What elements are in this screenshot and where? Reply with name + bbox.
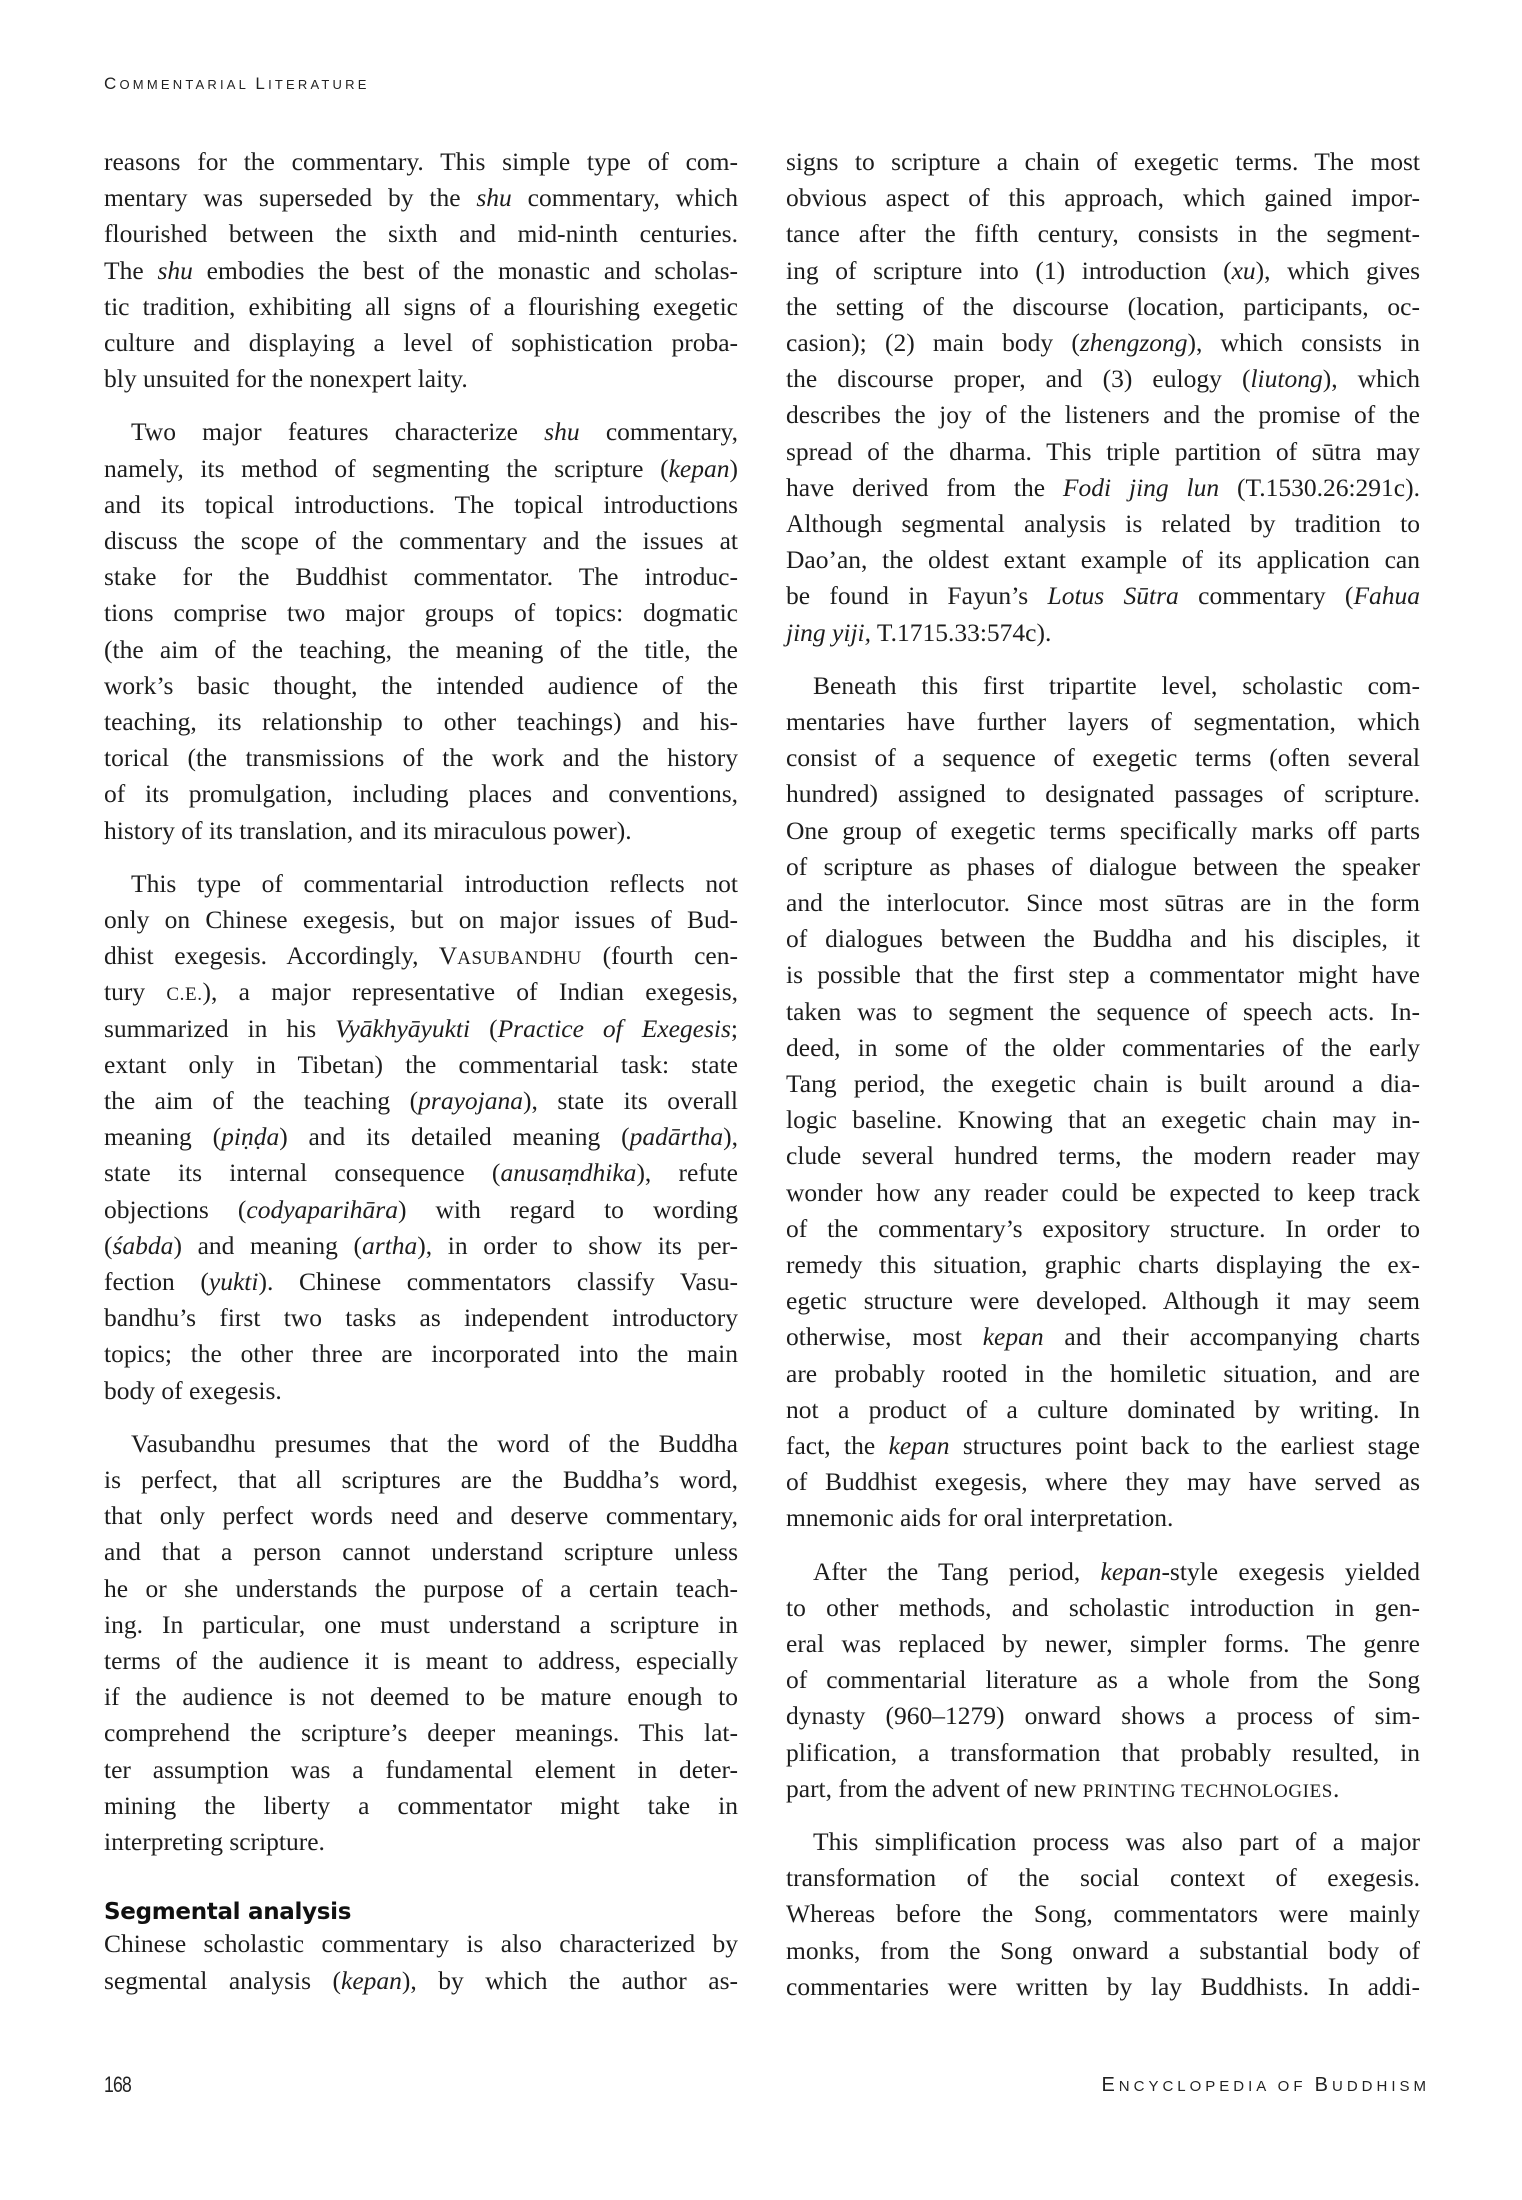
text-run: Tang period, the exegetic chain is built around a dia-: [786, 1069, 1420, 1098]
text-run: describes the joy of the listeners and the promise of the: [786, 400, 1420, 430]
italic-term: anusaṃdhika: [500, 1158, 637, 1188]
text-run: logic baseline. Knowing that an exegetic chain may in-: [786, 1105, 1420, 1135]
text-run: After the Tang period,: [813, 1556, 1101, 1586]
text-run: extant only in Tibetan) the commentarial task: state: [104, 1049, 738, 1079]
text-run: dhist exegesis. Accordingly, V: [104, 941, 458, 971]
text-run: ;: [730, 1013, 738, 1043]
text-line: [104, 668, 738, 704]
text-line: [104, 289, 738, 325]
text-run: namely, its method of segmenting the scripture (: [104, 453, 669, 483]
small-caps-reference: ASUBANDHU: [457, 948, 582, 970]
text-line: [104, 902, 738, 938]
text-run: deed, in some of the older commentaries of the early: [786, 1032, 1420, 1062]
text-line: [104, 1336, 738, 1372]
text-run: Two major features characterize: [131, 417, 545, 447]
text-run: topics; the other three are incorporated into the main: [104, 1339, 738, 1369]
text-line: [786, 1735, 1420, 1771]
text-run: This simplification process was also part of a major: [813, 1827, 1420, 1856]
text-line: [104, 1011, 738, 1047]
text-run: if the audience is not deemed to be mature enough to: [104, 1682, 738, 1712]
text-line: [786, 434, 1420, 470]
italic-term: jing yiji,: [786, 617, 871, 647]
text-run: (: [470, 1013, 498, 1043]
text-line: [104, 1643, 738, 1679]
text-run: that only perfect words need and deserve commentary,: [104, 1501, 738, 1531]
text-line: [786, 994, 1420, 1030]
text-line: [786, 885, 1420, 921]
text-run: spread of the dharma. This triple partition of sūtra may: [786, 436, 1420, 466]
text-run: tance after the fifth century, consists in the segment-: [786, 219, 1420, 249]
text-line: [786, 361, 1420, 397]
text-run: Whereas before the Song, commentators were mainly: [786, 1899, 1420, 1929]
text-line: [786, 776, 1420, 812]
text-line: [104, 1963, 738, 1999]
text-run: is possible that the first step a commentator might have: [786, 960, 1420, 990]
caps-segment: ITERATURE: [268, 77, 370, 92]
text-run: to other methods, and scholastic introduction in gen-: [786, 1592, 1420, 1622]
text-run: ), by which the author as-: [401, 1965, 739, 1995]
text-line: [104, 1498, 738, 1534]
text-run: only on Chinese exegesis, but on major issues of Bud-: [104, 905, 738, 934]
italic-term: codyaparihāra: [246, 1194, 398, 1224]
text-line: [786, 1500, 1420, 1536]
text-run: comprehend the scripture’s deeper meanings. This lat-: [104, 1718, 738, 1748]
text-line: [104, 1373, 738, 1409]
text-line: [786, 1175, 1420, 1211]
text-run: state its internal consequence (: [104, 1158, 501, 1188]
text-line: [104, 632, 738, 668]
text-line: [104, 414, 738, 450]
text-run: the aim of the teaching (: [104, 1086, 419, 1115]
text-run: ), state its overall: [523, 1086, 738, 1115]
text-line: [104, 1119, 738, 1155]
text-run: ), which consists in: [1187, 328, 1420, 357]
text-run: interpreting scripture.: [104, 1827, 325, 1856]
text-run: eral was replaced by newer, simpler forms. The genre: [786, 1629, 1420, 1658]
book-title: [1101, 2074, 1430, 2097]
text-run: he or she understands the purpose of a certain teach-: [104, 1573, 738, 1603]
text-line: [786, 216, 1420, 252]
text-run: summarized in his: [104, 1013, 336, 1043]
text-run: and the interlocutor. Since most sūtras are in the form: [786, 888, 1420, 917]
text-line: [786, 813, 1420, 849]
text-run: not a product of a culture dominated by writing. In: [786, 1394, 1420, 1424]
text-line: [786, 1590, 1420, 1626]
text-run: ), which: [1322, 364, 1420, 394]
text-line: [104, 974, 738, 1010]
text-run: clude several hundred terms, the modern reader may: [786, 1141, 1420, 1171]
text-run: is perfect, that all scriptures are the Buddha’s word,: [104, 1465, 738, 1494]
text-line: [786, 704, 1420, 740]
text-run: ), a major representative of Indian exegesis,: [202, 977, 738, 1007]
text-run: segmental analysis (: [104, 1965, 341, 1995]
text-run: objections (: [104, 1194, 247, 1224]
text-run: signs to scripture a chain of exegetic terms. The most: [786, 147, 1420, 176]
text-line: [786, 1138, 1420, 1174]
text-run: commentaries were written by lay Buddhists. In addi-: [786, 1971, 1420, 2001]
text-line: [786, 1896, 1420, 1932]
text-line: [786, 1030, 1420, 1066]
small-caps-reference: PRINTING TECHNOLOGIES: [1082, 1780, 1333, 1802]
text-line: [786, 1698, 1420, 1734]
text-run: monks, from the Song onward a substantial body of: [786, 1935, 1420, 1965]
text-line: [104, 1264, 738, 1300]
text-run: bandhu’s first two tasks as independent introductory: [104, 1303, 738, 1333]
text-run: plification, a transformation that probably resulted, in: [786, 1737, 1420, 1767]
text-run: ing of scripture into (1) introduction (: [786, 255, 1232, 285]
text-run: flourished between the sixth and mid-ninth centuries.: [104, 219, 738, 249]
text-run: The: [104, 255, 158, 285]
text-run: remedy this situation, graphic charts displaying the ex-: [786, 1250, 1420, 1279]
text-line: [104, 1192, 738, 1228]
text-line: [786, 506, 1420, 542]
text-run: otherwise, most: [786, 1322, 983, 1352]
text-line: [104, 451, 738, 487]
text-run: mnemonic aids for oral interpretation.: [786, 1503, 1174, 1533]
italic-term: kepan: [982, 1322, 1044, 1352]
text-run: of its promulgation, including places and conventions,: [104, 779, 738, 809]
text-line: [786, 1283, 1420, 1319]
text-run: the setting of the discourse (location, participants, oc-: [786, 291, 1420, 321]
text-line: [104, 1155, 738, 1191]
text-run: One group of exegetic terms specifically marks off parts: [786, 815, 1420, 845]
text-run: mentaries have further layers of segmentation, which: [786, 707, 1420, 736]
text-run: structures point back to the earliest stage: [949, 1431, 1420, 1460]
text-line: [104, 559, 738, 595]
caps-segment: C: [104, 74, 120, 93]
italic-term: Lotus Sūtra: [1047, 581, 1179, 611]
italic-term: xu: [1231, 255, 1256, 285]
text-line: [104, 1715, 738, 1751]
italic-term: artha: [362, 1230, 418, 1260]
text-run: ), which gives: [1255, 255, 1420, 285]
italic-term: kepan: [341, 1965, 402, 1995]
running-head: [104, 74, 370, 94]
text-run: dynasty (960–1279) onward shows a process of sim-: [786, 1701, 1420, 1731]
text-run: of dialogues between the Buddha and his disciples, it: [786, 924, 1420, 954]
italic-term: liutong: [1250, 364, 1323, 394]
text-run: and their accompanying charts: [1043, 1322, 1420, 1352]
text-run: Although segmental analysis is related by tradition to: [786, 509, 1420, 538]
text-run: egetic structure were developed. Although it may seem: [786, 1286, 1420, 1316]
text-run: fection (: [104, 1267, 209, 1296]
italic-term: zhengzong: [1079, 328, 1188, 357]
text-run: bly unsuited for the nonexpert laity.: [104, 364, 468, 394]
italic-term: yukti: [208, 1267, 259, 1296]
text-run: of Buddhist exegesis, where they may have served as: [786, 1467, 1420, 1497]
text-run: ) and meaning (: [173, 1230, 363, 1260]
text-line: [786, 1554, 1420, 1590]
text-run: meaning (: [104, 1122, 222, 1152]
text-line: [786, 615, 1420, 651]
text-line: [786, 740, 1420, 776]
text-run: of scripture as phases of dialogue between the speaker: [786, 851, 1420, 881]
text-run: Vasubandhu presumes that the word of the Buddha: [131, 1428, 738, 1458]
text-line: [786, 1428, 1420, 1464]
text-line: [104, 1788, 738, 1824]
text-run: stake for the Buddhist commentator. The introduc-: [104, 562, 738, 592]
caps-segment: OMMENTARIAL: [119, 77, 256, 92]
text-line: [786, 1356, 1420, 1392]
text-line: [104, 1300, 738, 1336]
text-line: [104, 523, 738, 559]
text-run: torical (the transmissions of the work and the history: [104, 743, 738, 773]
text-run: part, from the advent of new: [786, 1773, 1083, 1803]
text-line: [104, 1228, 738, 1264]
small-caps-reference: C.E.: [166, 984, 203, 1006]
text-line: [786, 578, 1420, 614]
text-run: -style exegesis yielded: [1161, 1556, 1420, 1586]
text-run: ing. In particular, one must understand a scripture in: [104, 1609, 738, 1639]
italic-term: Vyākhyāyukti: [335, 1013, 471, 1043]
italic-term: piṇḍa: [221, 1122, 280, 1152]
text-run: and its topical introductions. The topical introductions: [104, 489, 738, 519]
text-line: [104, 1047, 738, 1083]
text-line: [104, 595, 738, 631]
caps-segment: E: [1101, 2074, 1119, 2096]
text-run: ) and its detailed meaning (: [279, 1122, 630, 1152]
text-run: work’s basic thought, the intended audience of the: [104, 670, 738, 700]
text-line: [104, 866, 738, 902]
text-line: [786, 921, 1420, 957]
text-run: discuss the scope of the commentary and the issues at: [104, 526, 738, 555]
text-line: [104, 1679, 738, 1715]
caps-segment: UDDHISM: [1332, 2078, 1430, 2095]
text-run: tions comprise two major groups of topics: dogmatic: [104, 598, 738, 628]
text-run: casion); (2) main body (: [786, 328, 1080, 357]
section-heading: Segmental analysis: [104, 1899, 352, 1926]
text-run: commentary, which: [511, 183, 738, 213]
caps-segment: B: [1314, 2074, 1332, 2096]
italic-term: shu: [157, 255, 193, 285]
text-run: are probably rooted in the homiletic situation, and are: [786, 1358, 1420, 1388]
text-line: [104, 216, 738, 252]
text-run: ). Chinese commentators classify Vasu-: [258, 1267, 738, 1296]
text-run: reasons for the commentary. This simple type of com-: [104, 147, 738, 176]
text-run: transformation of the social context of exegesis.: [786, 1863, 1420, 1893]
text-line: [786, 1824, 1420, 1860]
text-run: .: [1332, 1773, 1340, 1803]
text-line: [786, 1933, 1420, 1969]
italic-term: kepan: [668, 453, 730, 483]
text-run: Beneath this first tripartite level, scholastic com-: [813, 670, 1420, 700]
text-run: wonder how any reader could be expected to keep track: [786, 1177, 1420, 1207]
text-run: This type of commentarial introduction reflects not: [131, 868, 738, 898]
text-line: [786, 1247, 1420, 1283]
text-line: [786, 957, 1420, 993]
text-line: [104, 144, 738, 180]
text-run: (T.1530.26:291c).: [1219, 472, 1420, 502]
italic-term: padārtha: [629, 1122, 724, 1152]
text-line: [104, 1426, 738, 1462]
text-line: [786, 253, 1420, 289]
italic-term: prayojana: [418, 1086, 523, 1115]
text-run: ),: [723, 1122, 738, 1152]
italic-term: kepan: [888, 1431, 950, 1460]
text-line: [786, 1860, 1420, 1896]
text-run: the discourse proper, and (3) eulogy (: [786, 364, 1251, 394]
text-run: commentary,: [579, 417, 738, 447]
text-run: be found in Fayun’s: [786, 581, 1048, 611]
text-line: [786, 1771, 1420, 1807]
text-line: [104, 776, 738, 812]
italic-term: Fodi jing lun: [1062, 472, 1220, 502]
text-line: [104, 253, 738, 289]
text-run: history of its translation, and its miraculous power).: [104, 815, 632, 845]
text-run: ), refute: [636, 1158, 738, 1188]
text-line: [104, 1824, 738, 1860]
text-line: [104, 1571, 738, 1607]
text-line: [104, 1752, 738, 1788]
text-line: [104, 938, 738, 974]
italic-term: shu: [544, 417, 580, 447]
text-line: [786, 1662, 1420, 1698]
text-run: body of exegesis.: [104, 1375, 282, 1405]
text-run: mentary was superseded by the: [104, 183, 477, 213]
text-line: [786, 1626, 1420, 1662]
text-line: [786, 1392, 1420, 1428]
text-line: [786, 1102, 1420, 1138]
text-run: of commentarial literature as a whole from the Song: [786, 1665, 1420, 1695]
text-run: and that a person cannot understand scripture unless: [104, 1537, 738, 1567]
text-run: Dao’an, the oldest extant example of its application can: [786, 545, 1420, 575]
italic-term: śabda: [112, 1230, 174, 1260]
text-line: [104, 740, 738, 776]
text-run: mining the liberty a commentator might take in: [104, 1790, 738, 1820]
text-line: [786, 289, 1420, 325]
text-run: consist of a sequence of exegetic terms (often several: [786, 743, 1420, 773]
text-line: [104, 704, 738, 740]
text-line: [786, 1319, 1420, 1355]
italic-term: Fahua: [1353, 581, 1421, 611]
text-run: hundred) assigned to designated passages of scripture.: [786, 779, 1420, 809]
text-run: of the commentary’s expository structure. In order to: [786, 1213, 1420, 1243]
italic-term: shu: [476, 183, 512, 213]
text-run: have derived from the: [786, 472, 1063, 502]
text-line: [104, 180, 738, 216]
italic-term: kepan: [1100, 1556, 1162, 1586]
text-line: [104, 1926, 738, 1962]
text-line: [104, 1462, 738, 1498]
text-line: [786, 325, 1420, 361]
text-line: [786, 542, 1420, 578]
text-run: tury: [104, 977, 167, 1007]
text-run: tic tradition, exhibiting all signs of a flourishing exegetic: [104, 291, 738, 321]
text-line: [786, 144, 1420, 180]
text-run: ) with regard to wording: [397, 1194, 738, 1224]
text-run: fact, the: [786, 1431, 889, 1460]
text-run: Chinese scholastic commentary is also characterized by: [104, 1929, 738, 1959]
text-line: [786, 1066, 1420, 1102]
text-run: ): [729, 453, 738, 483]
text-line: [104, 1607, 738, 1643]
text-run: culture and displaying a level of sophistication proba-: [104, 328, 738, 357]
text-run: embodies the best of the monastic and scholas-: [192, 255, 738, 285]
text-run: commentary (: [1178, 581, 1354, 611]
text-line: [104, 1083, 738, 1119]
caps-segment: NCYCLOPEDIA OF: [1118, 2078, 1315, 2095]
text-line: [104, 361, 738, 397]
text-run: teaching, its relationship to other teachings) and his-: [104, 707, 738, 736]
text-run: taken was to segment the sequence of speech acts. In-: [786, 996, 1420, 1026]
caps-segment: L: [255, 74, 269, 93]
text-line: [786, 668, 1420, 704]
text-line: [104, 325, 738, 361]
text-run: (fourth cen-: [581, 941, 738, 971]
text-line: [104, 813, 738, 849]
text-run: ter assumption was a fundamental element in deter-: [104, 1754, 738, 1784]
text-line: [786, 397, 1420, 433]
text-run: ), in order to show its per-: [417, 1230, 739, 1260]
text-run: obvious aspect of this approach, which gained impor-: [786, 183, 1420, 213]
text-line: [786, 1211, 1420, 1247]
text-line: [786, 470, 1420, 506]
page-number: 168: [104, 2072, 131, 2097]
text-run: terms of the audience it is meant to address, especially: [104, 1646, 738, 1675]
text-run: T.1715.33:574c).: [871, 617, 1052, 647]
text-line: [786, 180, 1420, 216]
text-line: [104, 487, 738, 523]
text-line: [786, 849, 1420, 885]
text-run: (the aim of the teaching, the meaning of the title, the: [104, 634, 738, 664]
text-line: [104, 1534, 738, 1570]
text-run: (: [104, 1230, 113, 1260]
text-line: [786, 1464, 1420, 1500]
text-line: [786, 1969, 1420, 2005]
italic-term: Practice of Exegesis: [497, 1013, 731, 1043]
